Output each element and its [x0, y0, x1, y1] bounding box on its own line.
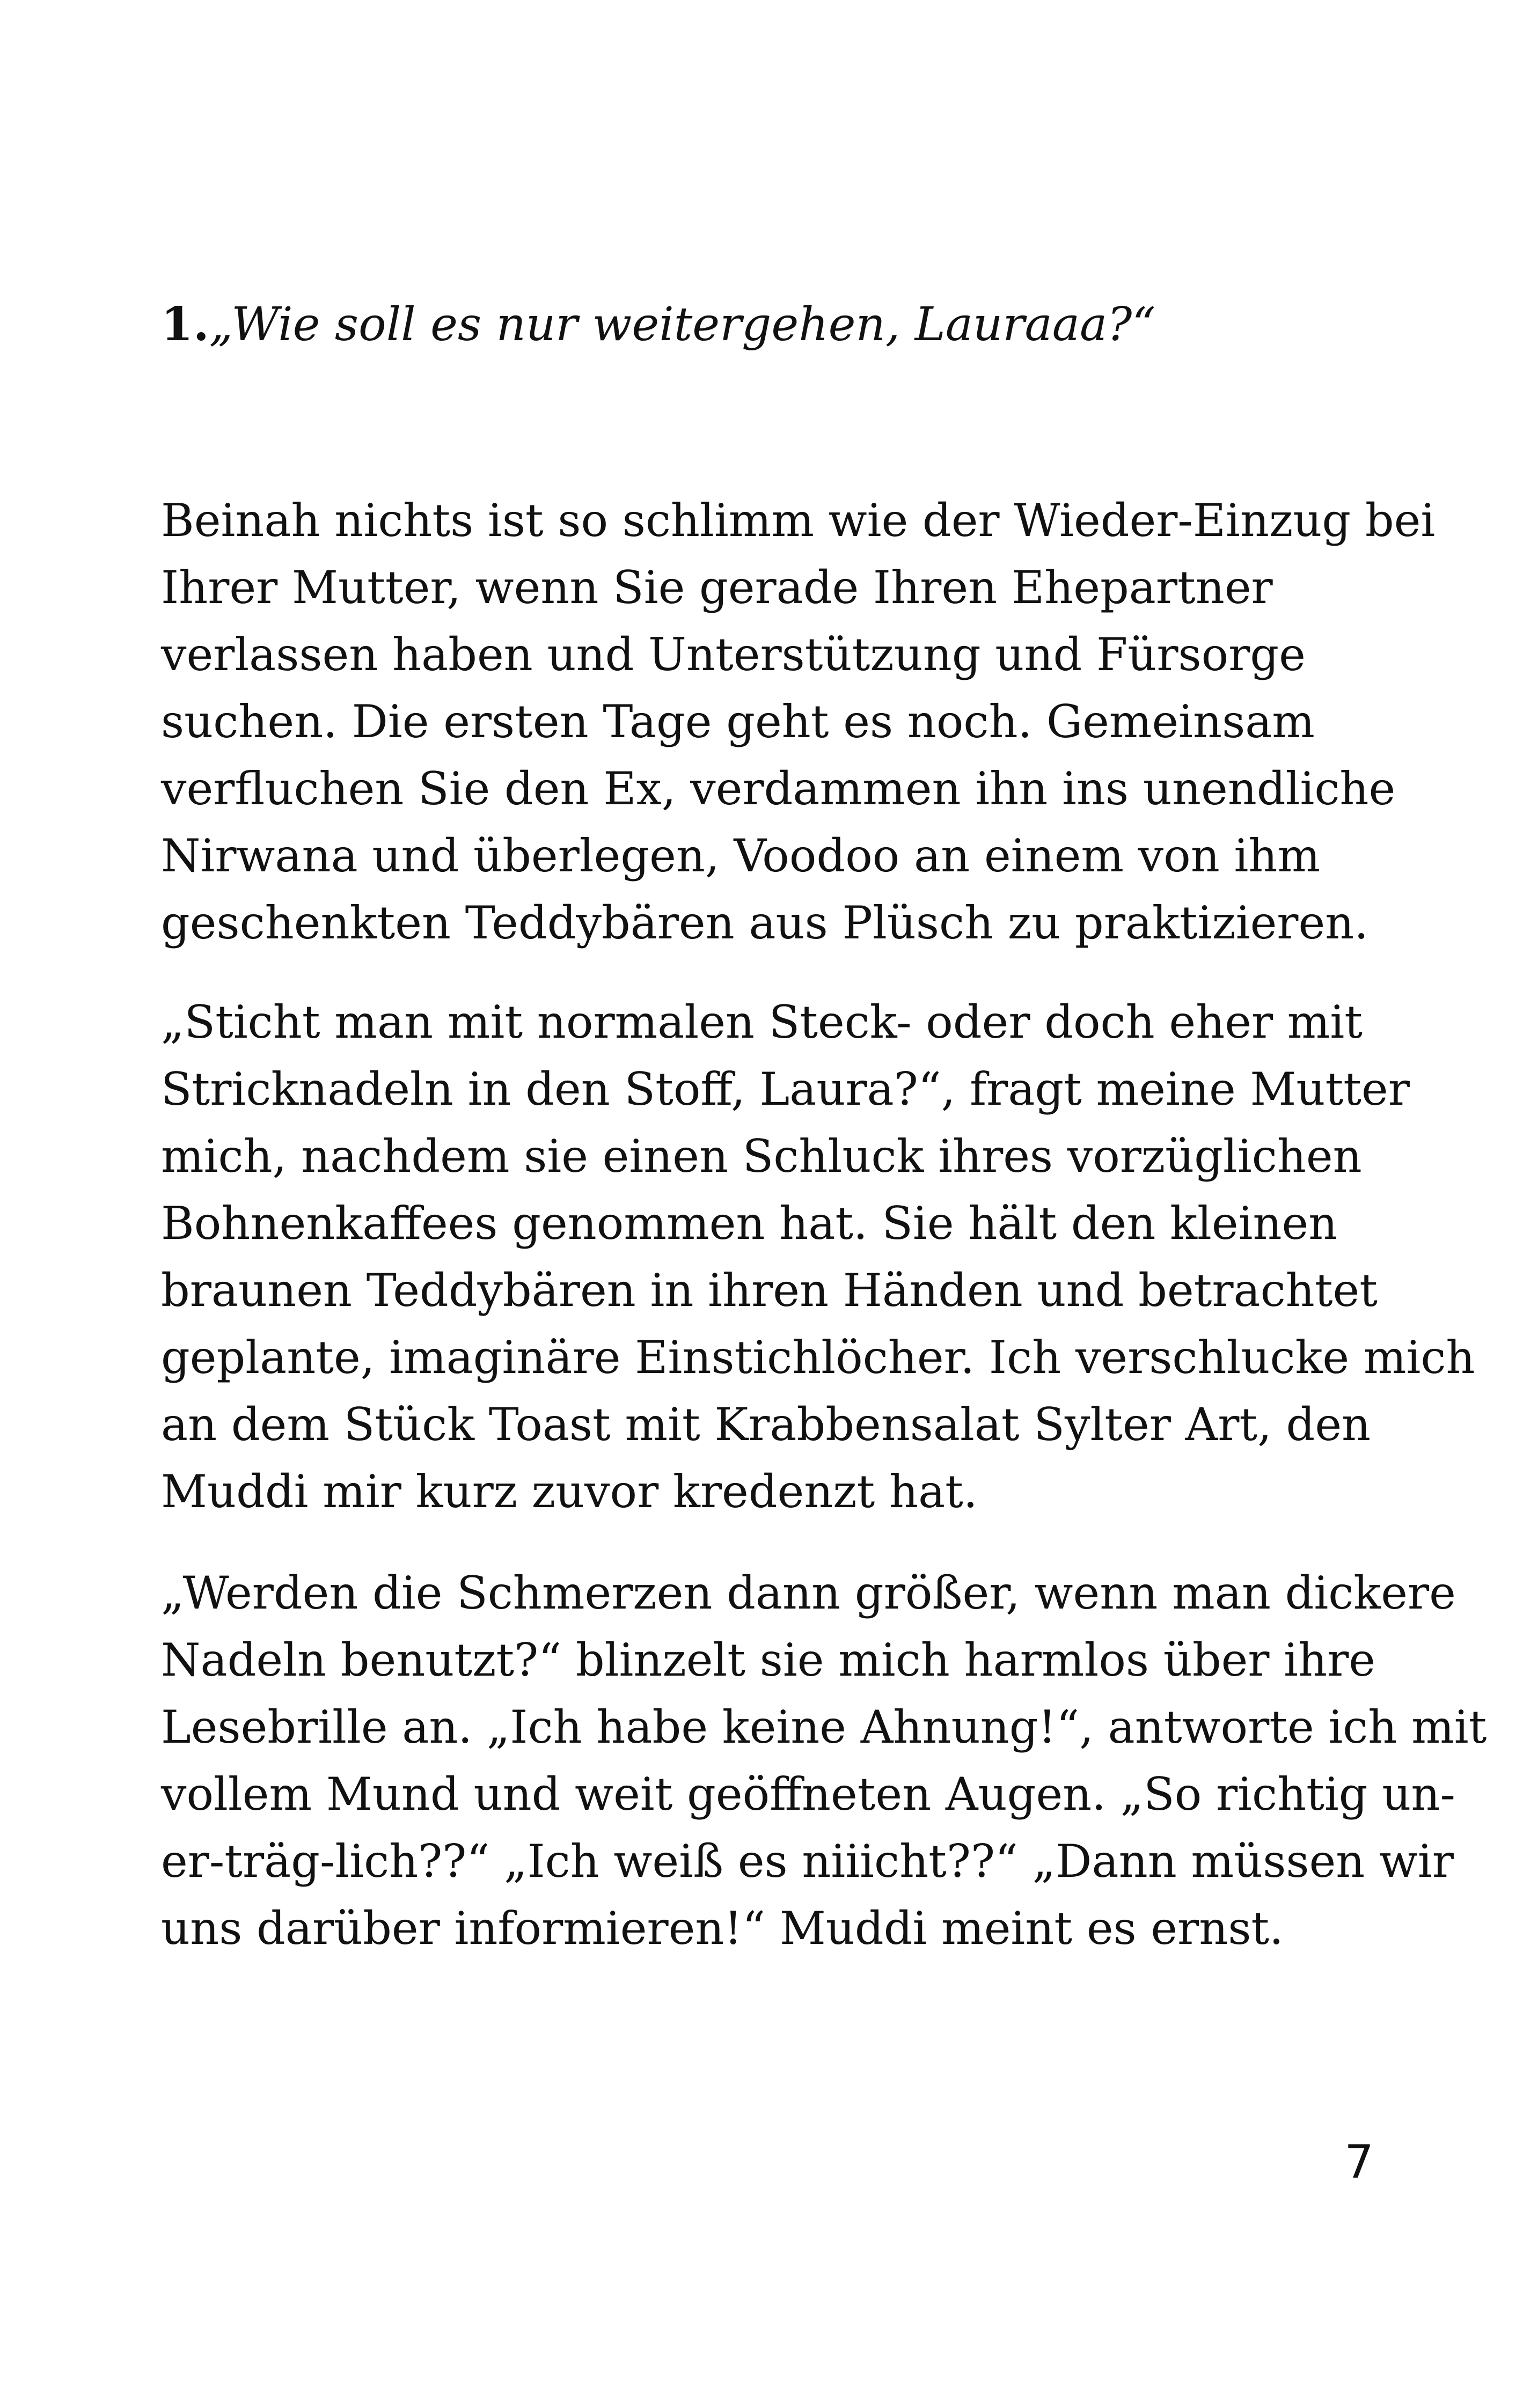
text-line: Bohnenkaffees genommen hat. Sie hält den kleinen: [161, 1197, 1338, 1250]
text-line: verlassen haben und Unterstützung und Fürsorge: [161, 628, 1306, 681]
text-line: uns darüber informieren!“ Muddi meint es ernst.: [161, 1902, 1284, 1955]
text-line: Muddi mir kurz zuvor kredenzt hat.: [161, 1465, 978, 1518]
text-line: geschenkten Teddybären aus Plüsch zu praktizieren.: [161, 897, 1368, 949]
text-line: Beinah nichts ist so schlimm wie der Wieder-Einzug bei: [161, 494, 1436, 547]
paragraph-2: [161, 989, 1475, 1525]
chapter-title: „Wie soll es nur weitergehen, Lauraaa?“: [209, 298, 1156, 351]
text-line: braunen Teddybären in ihren Händen und betrachtet: [161, 1264, 1378, 1317]
text-line: er-träg-lich??“ „Ich weiß es niiicht??“ „Dann müssen wir: [161, 1835, 1454, 1888]
text-line: vollem Mund und weit geöffneten Augen. „So richtig un-: [161, 1768, 1455, 1820]
chapter-heading: [161, 292, 1395, 357]
paragraph-3: [161, 1560, 1487, 1962]
text-line: Ihrer Mutter, wenn Sie gerade Ihren Ehepartner: [161, 561, 1273, 614]
text-line: Lesebrille an. „Ich habe keine Ahnung!“, antworte ich mit: [161, 1701, 1487, 1753]
text-line: „Werden die Schmerzen dann größer, wenn man dickere: [161, 1567, 1456, 1619]
text-line: Nirwana und überlegen, Voodoo an einem von ihm: [161, 829, 1321, 882]
text-line: geplante, imaginäre Einstichlöcher. Ich verschlucke mich: [161, 1331, 1475, 1384]
text-line: mich, nachdem sie einen Schluck ihres vorzüglichen: [161, 1130, 1362, 1183]
paragraph-1: [161, 487, 1436, 957]
page-number: 7: [1344, 2135, 1374, 2189]
text-line: suchen. Die ersten Tage geht es noch. Gemeinsam: [161, 695, 1315, 748]
text-line: Stricknadeln in den Stoff, Laura?“, fragt meine Mutter: [161, 1063, 1410, 1115]
text-line: an dem Stück Toast mit Krabbensalat Sylter Art, den: [161, 1398, 1371, 1451]
text-line: „Sticht man mit normalen Steck- oder doch eher mit: [161, 996, 1363, 1048]
text-line: Nadeln benutzt?“ blinzelt sie mich harmlos über ihre: [161, 1634, 1375, 1686]
text-line: verfluchen Sie den Ex, verdammen ihn ins unendliche: [161, 762, 1396, 815]
chapter-number: 1.: [161, 297, 209, 351]
